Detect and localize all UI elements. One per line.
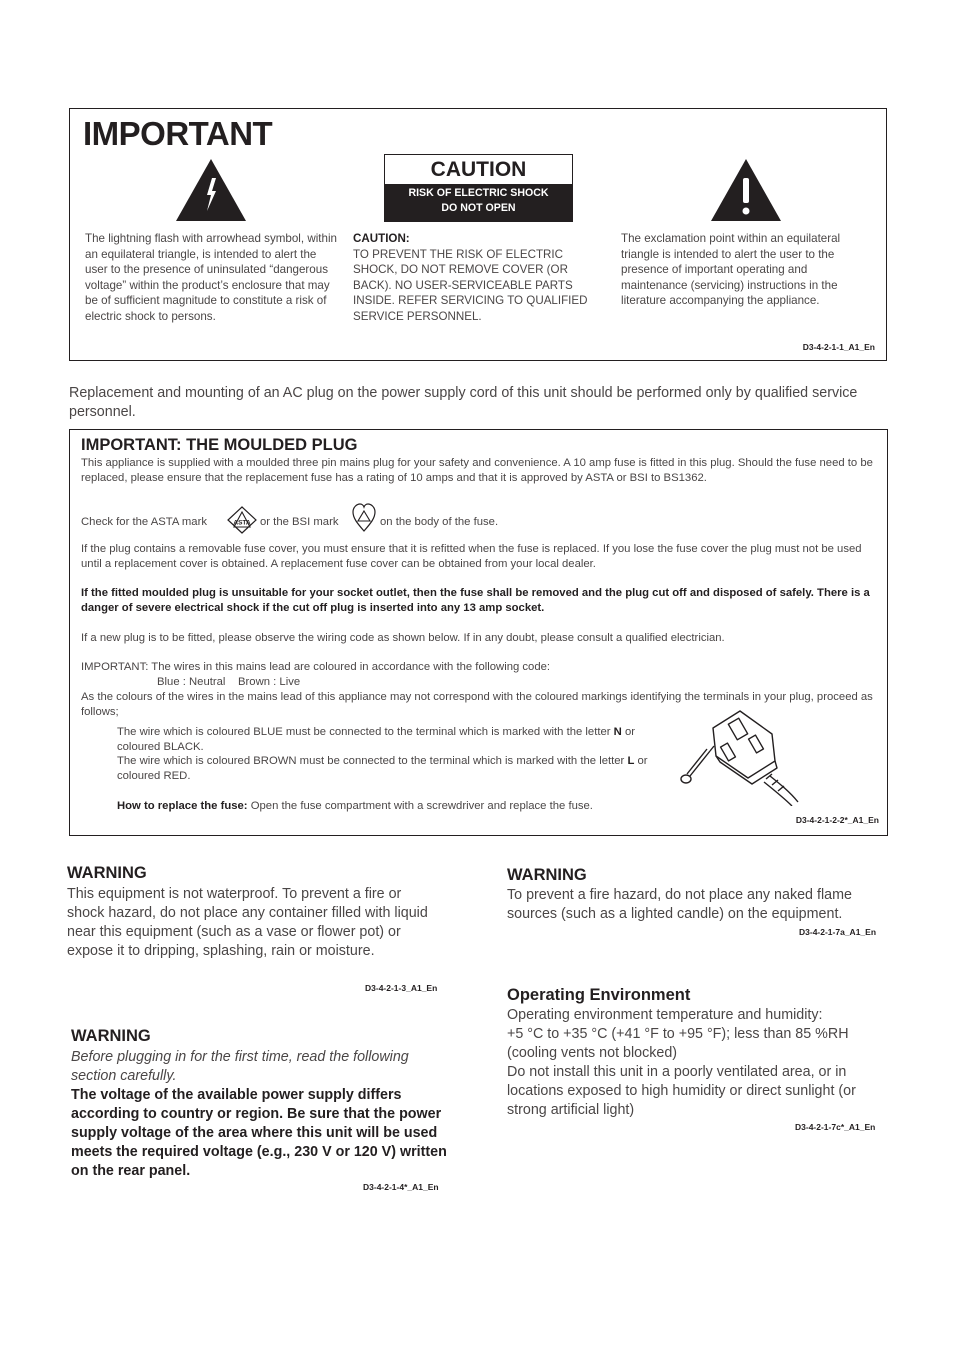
operating-env-line2: +5 °C to +35 °C (+41 °F to +95 °F); less than 85 %RH (cooling vents not blocked): [507, 1026, 849, 1061]
colours-note: As the colours of the wires in the mains lead of this appliance may not correspond with the coloured markings identifying the terminals in your plug, proceed as follows;: [81, 691, 873, 718]
warning-voltage-title: WARNING: [71, 1027, 151, 1045]
lightning-triangle-icon: [176, 159, 246, 221]
caution-text-block: [353, 231, 601, 324]
caution-band-line2: DO NOT OPEN: [441, 202, 516, 214]
check-text-3: on the body of the fuse.: [380, 516, 499, 528]
wires-code: Blue : Neutral Brown : Live: [157, 676, 301, 688]
asta-mark-icon: [227, 506, 257, 534]
warning-water-title: WARNING: [67, 864, 147, 882]
blue-rule-letter: N: [613, 726, 622, 738]
svg-text:ASTA: ASTA: [233, 519, 251, 527]
exclamation-explanation: The exclamation point within an equilateral triangle is intended to alert the user to the presence of important operating and maintenance (servicing) instructions in the literature accompanying the appliance.: [621, 232, 841, 307]
fuse-cover-text: If the plug contains a removable fuse cover, you must ensure that it is refitted when the fuse is replaced. If you lose the fuse cover the plug must not be used until a replacement cover is obtained. A replacement fuse cover can be obtained from your local dealer.: [81, 543, 862, 570]
operating-env-title: Operating Environment: [507, 986, 691, 1004]
caution-label: CAUTION: [430, 158, 527, 181]
moulded-plug-title: IMPORTANT: THE MOULDED PLUG: [81, 436, 358, 454]
warning-water-code: D3-4-2-1-3_A1_En: [365, 983, 438, 993]
operating-env-line1: Operating environment temperature and humidity:: [507, 1007, 823, 1023]
check-text-1: Check for the ASTA mark: [81, 516, 207, 528]
warning-voltage-italic: Before plugging in for the first time, read the following section carefully.: [71, 1049, 409, 1084]
plug-intro: This appliance is supplied with a moulded three pin mains plug for your safety and convenience. A 10 amp fuse is fitted in this plug. Should the fuse need to be replaced, please ensure that the replacement fuse has a rating of 10 amps and that it is approved by ASTA or BSI to BS1362.: [81, 457, 873, 484]
cut-off-warning: If the fitted moulded plug is unsuitable for your socket outlet, then the fuse shall be removed and the plug cut off and disposed of safely. There is a danger of severe electrical shock if the cut off plug is inserted into any 13 amp socket.: [81, 587, 870, 614]
important-safety-box: [69, 108, 887, 361]
fuse-text: Open the fuse compartment with a screwdriver and replace the fuse.: [250, 800, 593, 812]
blue-rule-end: or coloured BLACK.: [117, 726, 636, 753]
moulded-plug-box: [69, 429, 888, 836]
brown-rule-end: or coloured RED.: [117, 755, 648, 782]
caution-band: [385, 184, 572, 221]
brown-wire-rule: [117, 754, 677, 783]
plug-screwdriver-illustration: [680, 706, 800, 806]
plug-code: D3-4-2-1-2-2*_A1_En: [795, 815, 879, 825]
exclamation-triangle-icon: [711, 159, 781, 221]
blue-rule-text: The wire which is coloured BLUE must be connected to the terminal which is marked with the letter: [117, 726, 611, 738]
lightning-explanation: The lightning flash with arrowhead symbol, within an equilateral triangle, is intended to alert the user to the presence of uninsulated “dangerous voltage” within the product’s enclosure that may be of sufficient magnitude to constitute a risk of electric shock to persons.: [85, 232, 337, 323]
important-code: D3-4-2-1-1_A1_En: [802, 342, 875, 352]
fuse-label: How to replace the fuse:: [117, 800, 248, 812]
wires-intro: IMPORTANT: The wires in this mains lead are coloured in accordance with the following code:: [81, 661, 551, 673]
replacement-note: Replacement and mounting of an AC plug on the power supply cord of this unit should be performed only by qualified service personnel.: [69, 385, 858, 420]
warning-voltage-bold: The voltage of the available power supply differs according to country or region. Be sure that the power supply voltage of the area where this unit will be used meets the required voltage (e.g., 230 V or 120 V) written on the rear panel.: [71, 1087, 447, 1179]
important-title: IMPORTANT: [83, 115, 273, 152]
bsi-mark-icon: [352, 503, 376, 533]
new-plug-text: If a new plug is to be fitted, please observe the wiring code as shown below. If in any doubt, please consult a qualified electrician.: [81, 632, 725, 644]
operating-env-text: [507, 1006, 893, 1120]
brown-rule-letter: L: [627, 755, 635, 767]
check-text-2: or the BSI mark: [260, 516, 339, 528]
caution-label-box: [384, 154, 573, 222]
brown-rule-text: The wire which is coloured BROWN must be connected to the terminal which is marked with the letter: [117, 755, 625, 767]
operating-env-line3: Do not install this unit in a poorly ventilated area, or in locations exposed to high humidity or direct sunlight (or strong artificial light): [507, 1064, 856, 1118]
warning-water-text: This equipment is not waterproof. To prevent a fire or shock hazard, do not place any container filled with liquid near this equipment (such as a vase or flower pot) or expose it to dripping, splashing, rain or moisture.: [67, 886, 428, 959]
warning-fire-title: WARNING: [507, 866, 587, 884]
fuse-mark-line: [81, 506, 879, 536]
caution-text: TO PREVENT THE RISK OF ELECTRIC SHOCK, DO NOT REMOVE COVER (OR BACK). NO USER-SERVICEABLE PARTS INSIDE. REFER SERVICING TO QUALIFIED SERVICE PERSONNEL.: [353, 247, 588, 323]
warning-fire-code: D3-4-2-1-7a_A1_En: [799, 927, 877, 937]
blue-wire-rule: [117, 725, 677, 754]
caution-heading: CAUTION:: [353, 232, 410, 245]
operating-env-code: D3-4-2-1-7c*_A1_En: [795, 1122, 876, 1132]
warning-voltage-code: D3-4-2-1-4*_A1_En: [363, 1182, 439, 1192]
fuse-instructions: [117, 799, 717, 814]
caution-band-line1: RISK OF ELECTRIC SHOCK: [408, 187, 549, 199]
warning-fire-text: To prevent a fire hazard, do not place any naked flame sources (such as a lighted candle) on the equipment.: [507, 887, 852, 922]
